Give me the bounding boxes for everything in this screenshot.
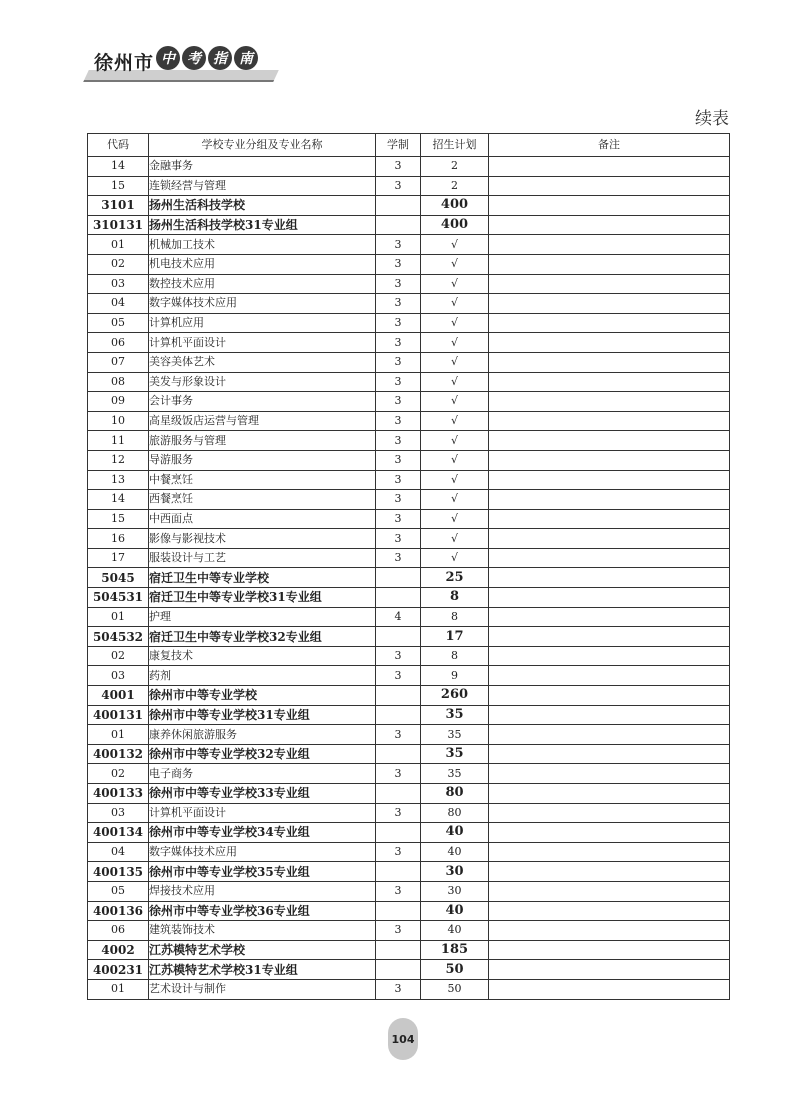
cell-years: 3: [376, 881, 421, 901]
column-header-name: 学校专业分组及专业名称: [149, 134, 376, 157]
page-number: 104: [388, 1018, 418, 1060]
cell-name: 艺术设计与制作: [149, 979, 376, 999]
cell-plan: √: [421, 352, 489, 372]
cell-code: 03: [88, 666, 149, 686]
cell-note: [489, 215, 730, 235]
cell-name: 徐州市中等专业学校33专业组: [149, 784, 376, 804]
cell-years: 3: [376, 470, 421, 490]
cell-code: 06: [88, 921, 149, 941]
cell-name: 药剂: [149, 666, 376, 686]
cell-name: 会计事务: [149, 392, 376, 412]
cell-note: [489, 979, 730, 999]
cell-plan: 25: [421, 568, 489, 588]
cell-years: 3: [376, 842, 421, 862]
cell-years: 3: [376, 979, 421, 999]
cell-code: 01: [88, 979, 149, 999]
table-row: [88, 784, 730, 804]
cell-years: 3: [376, 157, 421, 177]
table-row: [88, 450, 730, 470]
cell-name: 高星级饭店运营与管理: [149, 411, 376, 431]
cell-code: 15: [88, 176, 149, 196]
cell-code: 17: [88, 548, 149, 568]
cell-code: 07: [88, 352, 149, 372]
cell-note: [489, 254, 730, 274]
cell-name: 电子商务: [149, 764, 376, 784]
cell-plan: 40: [421, 901, 489, 921]
table-row: [88, 627, 730, 647]
cell-years: 3: [376, 392, 421, 412]
cell-years: [376, 901, 421, 921]
cell-code: 06: [88, 333, 149, 353]
cell-plan: 40: [421, 823, 489, 843]
cell-note: [489, 921, 730, 941]
cell-plan: 260: [421, 686, 489, 706]
cell-years: [376, 686, 421, 706]
cell-name: 数字媒体技术应用: [149, 294, 376, 314]
cell-name: 计算机平面设计: [149, 803, 376, 823]
cell-plan: √: [421, 274, 489, 294]
cell-plan: 17: [421, 627, 489, 647]
cell-note: [489, 823, 730, 843]
cell-years: 3: [376, 352, 421, 372]
cell-plan: √: [421, 509, 489, 529]
cell-code: 04: [88, 842, 149, 862]
cell-name: 护理: [149, 607, 376, 627]
cell-plan: 35: [421, 764, 489, 784]
cell-plan: √: [421, 333, 489, 353]
cell-years: 3: [376, 764, 421, 784]
cell-years: 4: [376, 607, 421, 627]
cell-code: 14: [88, 490, 149, 510]
cell-plan: 50: [421, 960, 489, 980]
cell-years: [376, 784, 421, 804]
cell-name: 江苏模特艺术学校31专业组: [149, 960, 376, 980]
cell-years: 3: [376, 803, 421, 823]
column-header-note: 备注: [489, 134, 730, 157]
cell-code: 400135: [88, 862, 149, 882]
cell-code: 400131: [88, 705, 149, 725]
header-subtitle-char: 中: [156, 46, 180, 70]
cell-code: 11: [88, 431, 149, 451]
cell-note: [489, 176, 730, 196]
cell-name: 徐州市中等专业学校31专业组: [149, 705, 376, 725]
cell-years: [376, 960, 421, 980]
table-row: [88, 881, 730, 901]
cell-plan: 40: [421, 921, 489, 941]
cell-name: 美发与形象设计: [149, 372, 376, 392]
cell-code: 05: [88, 881, 149, 901]
cell-note: [489, 313, 730, 333]
column-header-years: 学制: [376, 134, 421, 157]
cell-name: 机械加工技术: [149, 235, 376, 255]
cell-plan: 400: [421, 196, 489, 216]
cell-note: [489, 470, 730, 490]
cell-code: 03: [88, 803, 149, 823]
cell-years: [376, 862, 421, 882]
cell-name: 计算机平面设计: [149, 333, 376, 353]
table-row: [88, 705, 730, 725]
table-row: [88, 352, 730, 372]
page-header: [86, 44, 286, 84]
cell-years: 3: [376, 921, 421, 941]
cell-years: [376, 823, 421, 843]
cell-years: [376, 627, 421, 647]
cell-name: 美容美体艺术: [149, 352, 376, 372]
table-row: [88, 803, 730, 823]
cell-plan: √: [421, 450, 489, 470]
cell-code: 04: [88, 294, 149, 314]
cell-name: 数控技术应用: [149, 274, 376, 294]
table-row: [88, 842, 730, 862]
header-subtitle-char: 考: [182, 46, 206, 70]
cell-plan: √: [421, 529, 489, 549]
header-subtitle-char: 指: [208, 46, 232, 70]
cell-code: 310131: [88, 215, 149, 235]
cell-note: [489, 901, 730, 921]
cell-name: 宿迁卫生中等专业学校: [149, 568, 376, 588]
cell-name: 宿迁卫生中等专业学校32专业组: [149, 627, 376, 647]
cell-code: 12: [88, 450, 149, 470]
cell-years: 3: [376, 450, 421, 470]
cell-years: [376, 940, 421, 960]
cell-plan: 8: [421, 646, 489, 666]
table-row: [88, 686, 730, 706]
cell-name: 徐州市中等专业学校35专业组: [149, 862, 376, 882]
cell-note: [489, 646, 730, 666]
cell-name: 服装设计与工艺: [149, 548, 376, 568]
cell-plan: 40: [421, 842, 489, 862]
cell-name: 金融事务: [149, 157, 376, 177]
table-row: [88, 979, 730, 999]
cell-code: 10: [88, 411, 149, 431]
header-subtitle-char: 南: [234, 46, 258, 70]
table-header-row: [88, 134, 730, 157]
cell-code: 02: [88, 764, 149, 784]
cell-code: 504531: [88, 588, 149, 608]
table-body: [88, 157, 730, 1000]
table-row: [88, 725, 730, 745]
cell-name: 扬州生活科技学校: [149, 196, 376, 216]
cell-plan: √: [421, 470, 489, 490]
cell-years: [376, 588, 421, 608]
cell-plan: √: [421, 294, 489, 314]
cell-plan: 35: [421, 744, 489, 764]
cell-code: 400136: [88, 901, 149, 921]
table-row: [88, 764, 730, 784]
cell-name: 焊接技术应用: [149, 881, 376, 901]
continued-label: 续表: [695, 109, 729, 129]
cell-plan: 50: [421, 979, 489, 999]
cell-years: 3: [376, 646, 421, 666]
table-row: [88, 196, 730, 216]
cell-note: [489, 294, 730, 314]
cell-code: 15: [88, 509, 149, 529]
cell-years: 3: [376, 725, 421, 745]
cell-name: 导游服务: [149, 450, 376, 470]
cell-note: [489, 627, 730, 647]
table-row: [88, 254, 730, 274]
cell-years: 3: [376, 548, 421, 568]
cell-code: 05: [88, 313, 149, 333]
cell-plan: 400: [421, 215, 489, 235]
table-row: [88, 823, 730, 843]
cell-years: 3: [376, 176, 421, 196]
cell-years: 3: [376, 372, 421, 392]
cell-note: [489, 686, 730, 706]
cell-name: 扬州生活科技学校31专业组: [149, 215, 376, 235]
cell-years: 3: [376, 313, 421, 333]
cell-code: 02: [88, 646, 149, 666]
cell-years: [376, 215, 421, 235]
cell-years: 3: [376, 274, 421, 294]
cell-years: [376, 196, 421, 216]
table-row: [88, 646, 730, 666]
cell-years: 3: [376, 294, 421, 314]
cell-note: [489, 568, 730, 588]
cell-plan: 30: [421, 862, 489, 882]
cell-years: 3: [376, 509, 421, 529]
cell-code: 16: [88, 529, 149, 549]
cell-code: 09: [88, 392, 149, 412]
cell-note: [489, 705, 730, 725]
cell-note: [489, 235, 730, 255]
cell-plan: √: [421, 392, 489, 412]
cell-plan: 2: [421, 176, 489, 196]
column-header-plan: 招生计划: [421, 134, 489, 157]
cell-note: [489, 509, 730, 529]
cell-name: 中西面点: [149, 509, 376, 529]
cell-name: 连锁经营与管理: [149, 176, 376, 196]
cell-name: 徐州市中等专业学校32专业组: [149, 744, 376, 764]
cell-code: 504532: [88, 627, 149, 647]
cell-name: 影像与影视技术: [149, 529, 376, 549]
table-row: [88, 529, 730, 549]
cell-note: [489, 196, 730, 216]
cell-note: [489, 607, 730, 627]
table-row: [88, 274, 730, 294]
cell-plan: √: [421, 372, 489, 392]
cell-note: [489, 764, 730, 784]
cell-years: 3: [376, 666, 421, 686]
cell-code: 4001: [88, 686, 149, 706]
table-row: [88, 392, 730, 412]
cell-code: 01: [88, 607, 149, 627]
table-row: [88, 470, 730, 490]
cell-name: 徐州市中等专业学校34专业组: [149, 823, 376, 843]
cell-note: [489, 352, 730, 372]
table-row: [88, 157, 730, 177]
cell-note: [489, 157, 730, 177]
table-row: [88, 588, 730, 608]
header-subtitle: [156, 46, 258, 72]
cell-plan: 185: [421, 940, 489, 960]
cell-name: 康养休闲旅游服务: [149, 725, 376, 745]
table-row: [88, 215, 730, 235]
cell-name: 康复技术: [149, 646, 376, 666]
cell-name: 中餐烹饪: [149, 470, 376, 490]
cell-code: 08: [88, 372, 149, 392]
cell-note: [489, 588, 730, 608]
cell-note: [489, 666, 730, 686]
cell-plan: 30: [421, 881, 489, 901]
cell-code: 01: [88, 235, 149, 255]
cell-name: 建筑装饰技术: [149, 921, 376, 941]
cell-note: [489, 274, 730, 294]
table-row: [88, 333, 730, 353]
cell-plan: 80: [421, 784, 489, 804]
cell-code: 13: [88, 470, 149, 490]
cell-note: [489, 784, 730, 804]
table-row: [88, 490, 730, 510]
table-row: [88, 411, 730, 431]
cell-name: 计算机应用: [149, 313, 376, 333]
cell-note: [489, 411, 730, 431]
cell-years: [376, 568, 421, 588]
cell-code: 02: [88, 254, 149, 274]
cell-note: [489, 333, 730, 353]
table-row: [88, 607, 730, 627]
cell-plan: √: [421, 313, 489, 333]
cell-plan: 8: [421, 607, 489, 627]
cell-note: [489, 490, 730, 510]
cell-years: 3: [376, 529, 421, 549]
cell-code: 4002: [88, 940, 149, 960]
cell-plan: 80: [421, 803, 489, 823]
cell-note: [489, 450, 730, 470]
cell-name: 旅游服务与管理: [149, 431, 376, 451]
cell-note: [489, 744, 730, 764]
cell-plan: √: [421, 431, 489, 451]
table-row: [88, 431, 730, 451]
cell-note: [489, 548, 730, 568]
cell-plan: 35: [421, 725, 489, 745]
cell-years: 3: [376, 411, 421, 431]
cell-note: [489, 862, 730, 882]
table-row: [88, 666, 730, 686]
header-city: 徐州市: [94, 52, 155, 74]
cell-code: 400133: [88, 784, 149, 804]
cell-name: 西餐烹饪: [149, 490, 376, 510]
cell-note: [489, 529, 730, 549]
cell-name: 徐州市中等专业学校36专业组: [149, 901, 376, 921]
table-row: [88, 313, 730, 333]
cell-note: [489, 431, 730, 451]
cell-name: 宿迁卫生中等专业学校31专业组: [149, 588, 376, 608]
cell-code: 03: [88, 274, 149, 294]
cell-years: 3: [376, 431, 421, 451]
table-row: [88, 235, 730, 255]
cell-years: [376, 744, 421, 764]
table-row: [88, 960, 730, 980]
cell-years: 3: [376, 490, 421, 510]
cell-years: 3: [376, 254, 421, 274]
cell-note: [489, 960, 730, 980]
table-row: [88, 294, 730, 314]
cell-note: [489, 940, 730, 960]
table-row: [88, 901, 730, 921]
table-row: [88, 509, 730, 529]
cell-name: 徐州市中等专业学校: [149, 686, 376, 706]
cell-note: [489, 842, 730, 862]
table-row: [88, 921, 730, 941]
table-row: [88, 940, 730, 960]
table-row: [88, 176, 730, 196]
cell-plan: √: [421, 235, 489, 255]
cell-plan: √: [421, 490, 489, 510]
cell-code: 400231: [88, 960, 149, 980]
table-row: [88, 372, 730, 392]
cell-code: 400132: [88, 744, 149, 764]
cell-code: 01: [88, 725, 149, 745]
cell-plan: 35: [421, 705, 489, 725]
cell-note: [489, 725, 730, 745]
cell-code: 3101: [88, 196, 149, 216]
cell-name: 机电技术应用: [149, 254, 376, 274]
enrollment-table: [87, 133, 730, 1000]
cell-code: 14: [88, 157, 149, 177]
cell-plan: √: [421, 254, 489, 274]
cell-plan: √: [421, 548, 489, 568]
cell-plan: 9: [421, 666, 489, 686]
cell-years: 3: [376, 235, 421, 255]
cell-note: [489, 803, 730, 823]
cell-name: 江苏模特艺术学校: [149, 940, 376, 960]
table-row: [88, 548, 730, 568]
column-header-code: 代码: [88, 134, 149, 157]
table-row: [88, 862, 730, 882]
cell-name: 数字媒体技术应用: [149, 842, 376, 862]
cell-plan: 2: [421, 157, 489, 177]
table-row: [88, 568, 730, 588]
cell-plan: 8: [421, 588, 489, 608]
cell-note: [489, 392, 730, 412]
cell-years: [376, 705, 421, 725]
cell-plan: √: [421, 411, 489, 431]
cell-note: [489, 881, 730, 901]
cell-code: 5045: [88, 568, 149, 588]
table-row: [88, 744, 730, 764]
cell-note: [489, 372, 730, 392]
cell-code: 400134: [88, 823, 149, 843]
cell-years: 3: [376, 333, 421, 353]
